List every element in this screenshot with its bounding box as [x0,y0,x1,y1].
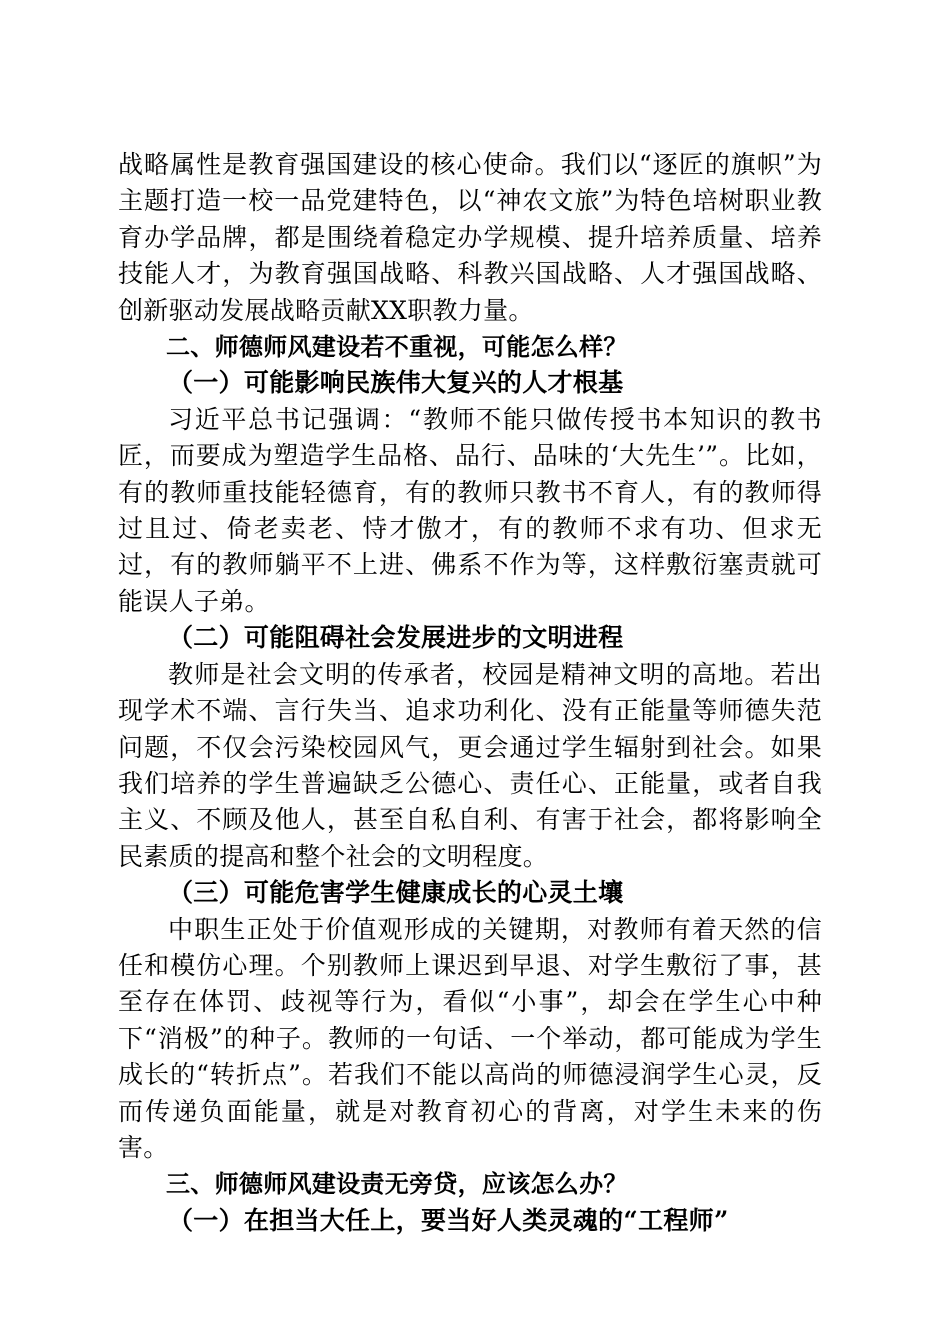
subsection-heading: （三）可能危害学生健康成长的心灵土壤 [168,878,624,908]
body-paragraph: 习近平总书记强调：“教师不能只做传授书本知识的教书匠，而要成为塑造学生品格、品行、品味的‘大先生’”。比如，有的教师重技能轻德育，有的教师只教书不育人，有的教师得过且过、倚老卖老、恃才傲才，有的教师不求有功、但求无过，有的教师躺平不上进、佛系不作为等，这样敷衍塞责就可能误人子弟。 [118,404,822,616]
document-page [118,147,822,1239]
subsection-heading: （一）在担当大任上，要当好人类灵魂的“工程师” [168,1205,729,1235]
body-paragraph: 战略属性是教育强国建设的核心使命。我们以“逐匠的旗帜”为主题打造一校一品党建特色，以“神农文旅”为特色培树职业教育办学品牌，都是围绕着稳定办学规模、提升培养质量、培养技能人才，为教育强国战略、科教兴国战略、人才强国战略、创新驱动发展战略贡献XX职教力量。 [118,150,822,325]
body-paragraph: 中职生正处于价值观形成的关键期，对教师有着天然的信任和模仿心理。个别教师上课迟到早退、对学生敷衍了事，甚至存在体罚、歧视等行为，看似“小事”，却会在学生心中种下“消极”的种子。教师的一句话、一个举动，都可能成为学生成长的“转折点”。若我们不能以高尚的师德浸润学生心灵，反而传递负面能量，就是对教育初心的背离，对学生未来的伤害。 [118,914,822,1162]
section-heading: 二、师德师风建设若不重视，可能怎么样？ [166,333,628,362]
subsection-heading: （一）可能影响民族伟大复兴的人才根基 [168,368,624,398]
subsection-heading: （二）可能阻碍社会发展进步的文明进程 [168,623,624,653]
section-heading: 三、师德师风建设责无旁贷，应该怎么办？ [166,1170,628,1199]
body-paragraph: 教师是社会文明的传承者，校园是精神文明的高地。若出现学术不端、言行失当、追求功利化、没有正能量等师德失范问题，不仅会污染校园风气，更会通过学生辐射到社会。如果我们培养的学生普遍缺乏公德心、责任心、正能量，或者自我主义、不顾及他人，甚至自私自利、有害于社会，都将影响全民素质的提高和整个社会的文明程度。 [118,659,822,871]
